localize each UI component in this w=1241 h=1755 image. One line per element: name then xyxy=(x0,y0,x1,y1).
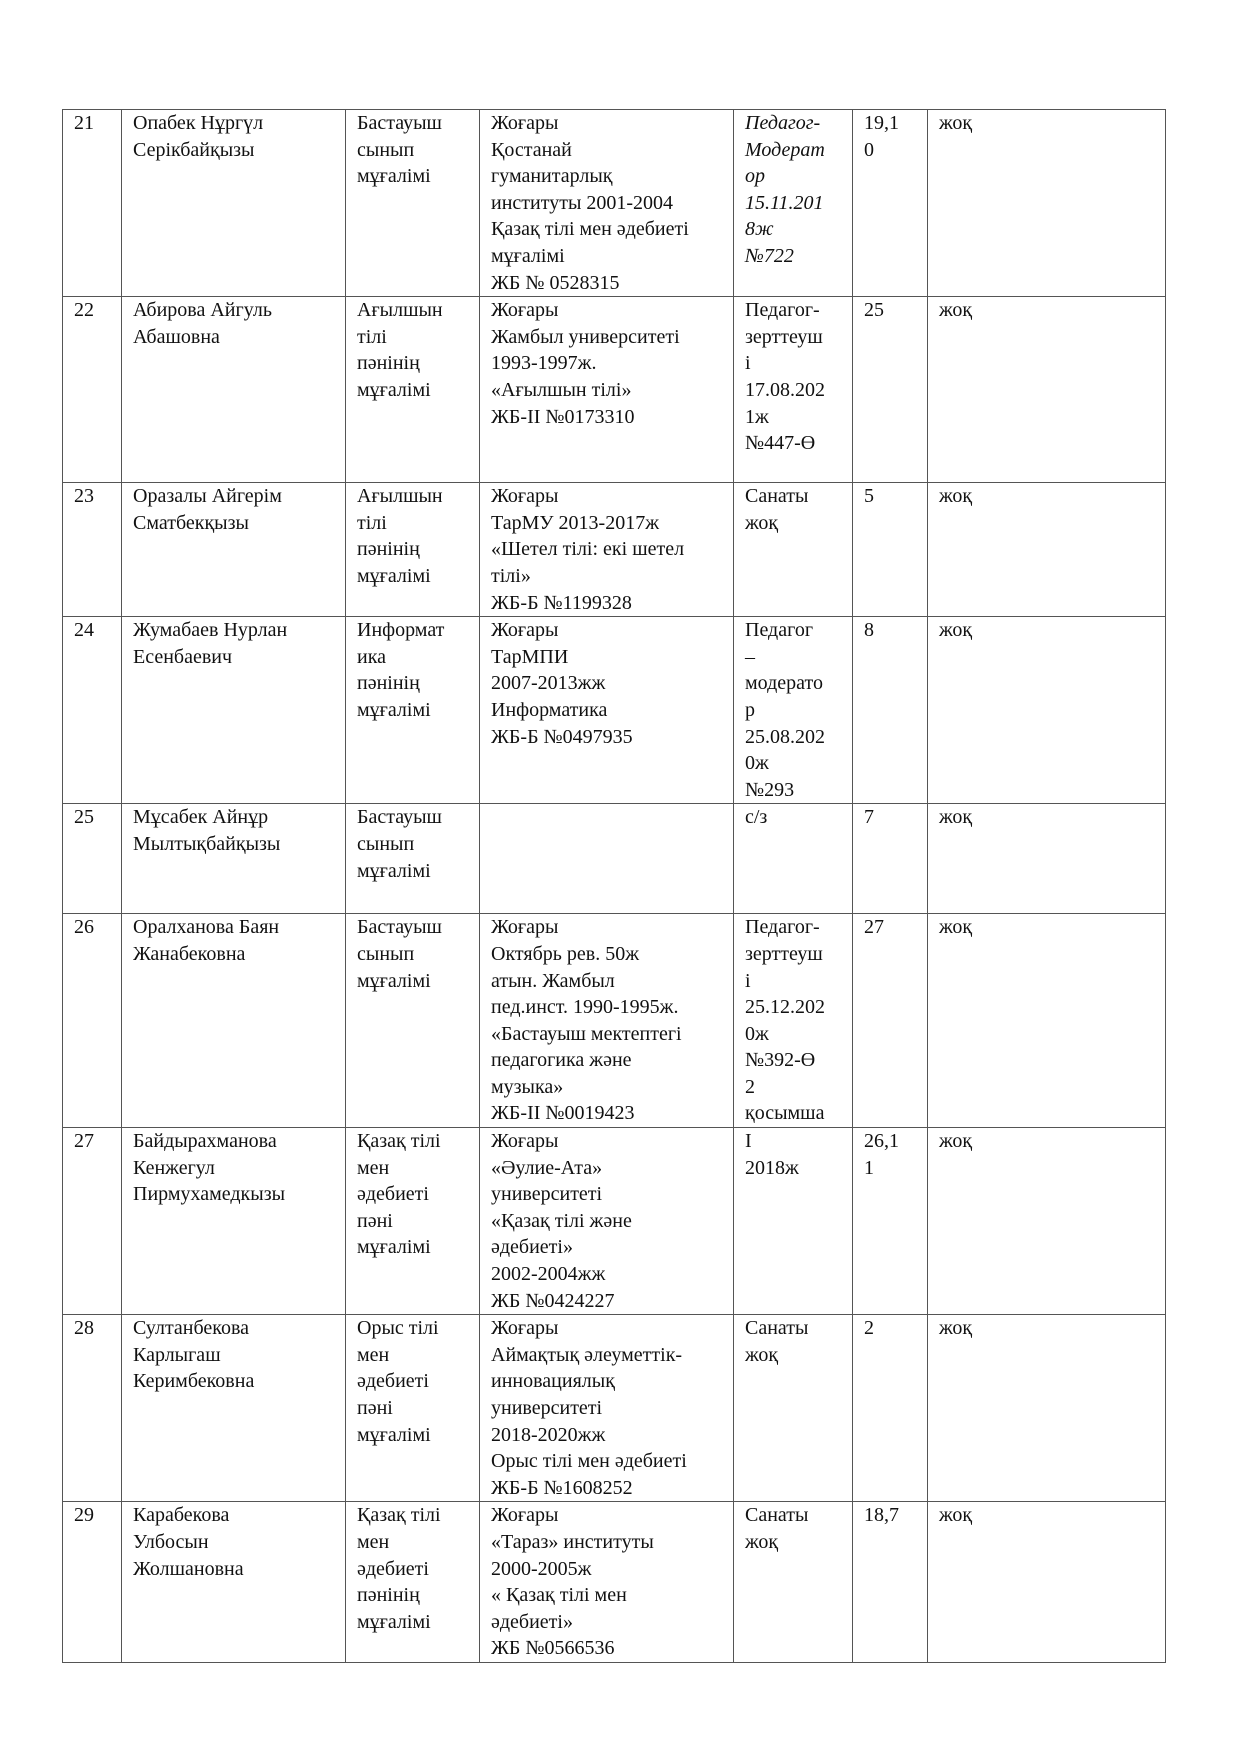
table-row xyxy=(63,297,1166,483)
teacher-education: Жоғары «Тараз» институты 2000-2005ж « Қазақ тілі мен әдебиеті» ЖБ №0566536 xyxy=(480,1502,734,1663)
teacher-category: Санаты жоқ xyxy=(734,1502,853,1663)
teacher-name: Оралханова Баян Жанабековна xyxy=(122,914,346,1128)
teacher-category: Педагог – модерато р 25.08.202 0ж №293 xyxy=(734,617,853,804)
teacher-education: Жоғары «Әулие-Ата» университеті «Қазақ тілі және әдебиеті» 2002-2004жж ЖБ №0424227 xyxy=(480,1128,734,1315)
teacher-note: жоқ xyxy=(928,1128,1166,1315)
teacher-note: жоқ xyxy=(928,617,1166,804)
teacher-name: Мұсабек Айнұр Мылтықбайқызы xyxy=(122,804,346,914)
teacher-position: Қазақ тілі мен әдебиеті пәні мұғалімі xyxy=(346,1128,480,1315)
teacher-note: жоқ xyxy=(928,110,1166,297)
row-number: 26 xyxy=(63,914,122,1128)
teacher-category: Педагог- зерттеуш і 25.12.202 0ж №392-Ө 2 қосымша xyxy=(734,914,853,1128)
teacher-experience: 26,1 1 xyxy=(853,1128,928,1315)
teacher-position: Ағылшын тілі пәнінің мұғалімі xyxy=(346,483,480,617)
teacher-position: Орыс тілі мен әдебиеті пәні мұғалімі xyxy=(346,1315,480,1502)
teacher-position: Информат ика пәнінің мұғалімі xyxy=(346,617,480,804)
teacher-experience: 18,7 xyxy=(853,1502,928,1663)
row-number: 23 xyxy=(63,483,122,617)
teacher-experience: 25 xyxy=(853,297,928,483)
teacher-category: Санаты жоқ xyxy=(734,483,853,617)
table-row xyxy=(63,483,1166,617)
teacher-position: Қазақ тілі мен әдебиеті пәнінің мұғалімі xyxy=(346,1502,480,1663)
teacher-category: с/з xyxy=(734,804,853,914)
teacher-category: І 2018ж xyxy=(734,1128,853,1315)
row-number: 29 xyxy=(63,1502,122,1663)
row-number: 25 xyxy=(63,804,122,914)
teacher-experience: 7 xyxy=(853,804,928,914)
teacher-note: жоқ xyxy=(928,1502,1166,1663)
teacher-category: Санаты жоқ xyxy=(734,1315,853,1502)
teacher-education: Жоғары Аймақтық әлеуметтік- инновациялық университеті 2018-2020жж Орыс тілі мен әдебиеті ЖБ-Б №1608252 xyxy=(480,1315,734,1502)
teacher-education xyxy=(480,804,734,914)
teacher-name: Султанбекова Карлыгаш Керимбековна xyxy=(122,1315,346,1502)
teacher-name: Байдырахманова Кенжегул Пирмухамедкызы xyxy=(122,1128,346,1315)
teacher-education: Жоғары ТарМПИ 2007-2013жж Информатика ЖБ-Б №0497935 xyxy=(480,617,734,804)
teacher-note: жоқ xyxy=(928,297,1166,483)
document-page xyxy=(62,109,1166,1663)
teacher-name: Жумабаев Нурлан Есенбаевич xyxy=(122,617,346,804)
table-row xyxy=(63,110,1166,297)
teacher-position: Бастауыш сынып мұғалімі xyxy=(346,804,480,914)
teacher-category: Педагог- зерттеуш і 17.08.202 1ж №447-Ө xyxy=(734,297,853,483)
staff-table xyxy=(62,109,1166,1663)
teacher-education: Жоғары Жамбыл университеті 1993-1997ж. «Ағылшын тілі» ЖБ-ІІ №0173310 xyxy=(480,297,734,483)
table-row xyxy=(63,617,1166,804)
teacher-education: Жоғары Қостанай гуманитарлық институты 2001-2004 Қазақ тілі мен әдебиеті мұғалімі ЖБ № 0528315 xyxy=(480,110,734,297)
row-number: 21 xyxy=(63,110,122,297)
teacher-note: жоқ xyxy=(928,914,1166,1128)
teacher-experience: 2 xyxy=(853,1315,928,1502)
teacher-note: жоқ xyxy=(928,1315,1166,1502)
teacher-name: Оразалы Айгерім Сматбекқызы xyxy=(122,483,346,617)
table-row xyxy=(63,1502,1166,1663)
table-row xyxy=(63,804,1166,914)
teacher-name: Опабек Нұргүл Серікбайқызы xyxy=(122,110,346,297)
row-number: 24 xyxy=(63,617,122,804)
teacher-note: жоқ xyxy=(928,483,1166,617)
teacher-experience: 19,1 0 xyxy=(853,110,928,297)
table-row xyxy=(63,914,1166,1128)
teacher-category: Педагог- Модерат ор 15.11.201 8ж №722 xyxy=(734,110,853,297)
row-number: 28 xyxy=(63,1315,122,1502)
teacher-education: Жоғары ТарМУ 2013-2017ж «Шетел тілі: екі шетел тілі» ЖБ-Б №1199328 xyxy=(480,483,734,617)
teacher-name: Карабекова Улбосын Жолшановна xyxy=(122,1502,346,1663)
teacher-note: жоқ xyxy=(928,804,1166,914)
row-number: 27 xyxy=(63,1128,122,1315)
teacher-experience: 27 xyxy=(853,914,928,1128)
teacher-experience: 8 xyxy=(853,617,928,804)
teacher-experience: 5 xyxy=(853,483,928,617)
teacher-name: Абирова Айгуль Абашовна xyxy=(122,297,346,483)
table-row xyxy=(63,1315,1166,1502)
teacher-position: Бастауыш сынып мұғалімі xyxy=(346,914,480,1128)
table-row xyxy=(63,1128,1166,1315)
teacher-position: Бастауыш сынып мұғалімі xyxy=(346,110,480,297)
teacher-position: Ағылшын тілі пәнінің мұғалімі xyxy=(346,297,480,483)
teacher-education: Жоғары Октябрь рев. 50ж атын. Жамбыл пед.инст. 1990-1995ж. «Бастауыш мектептегі педагогика және музыка» ЖБ-ІІ №0019423 xyxy=(480,914,734,1128)
row-number: 22 xyxy=(63,297,122,483)
